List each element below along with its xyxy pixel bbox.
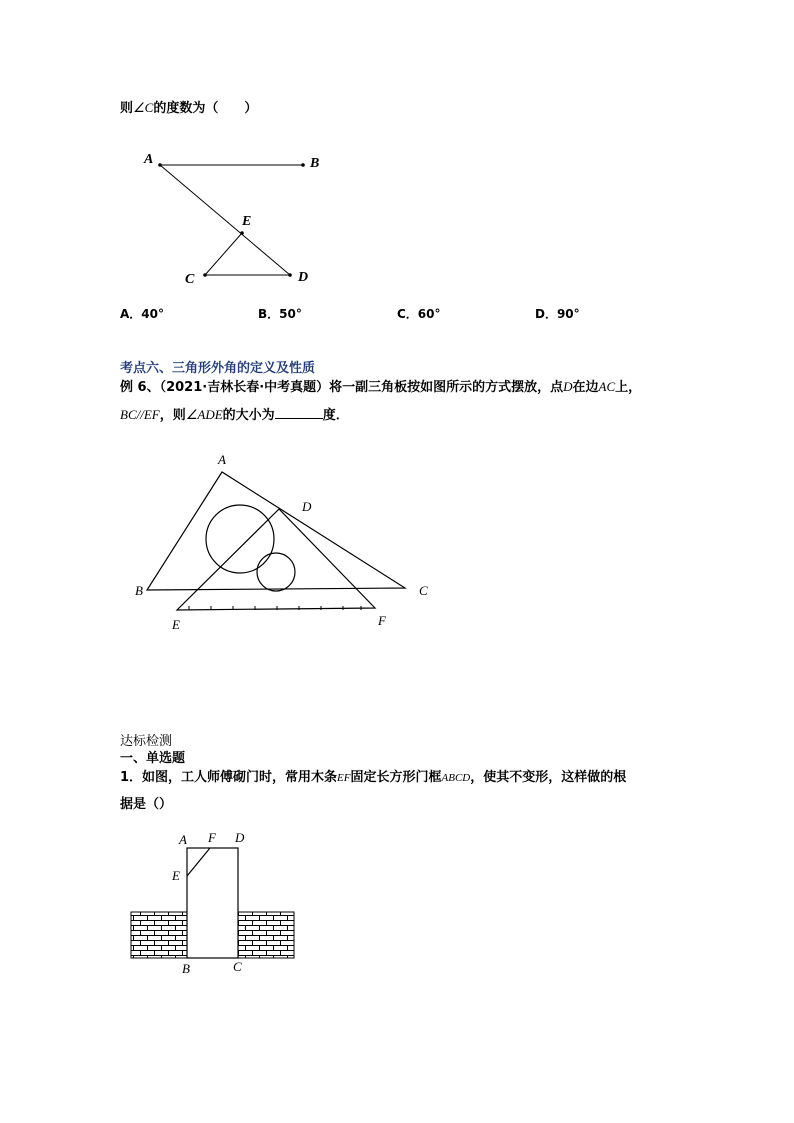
option-a: A．40°	[120, 307, 164, 321]
fig1-label-e: E	[242, 214, 252, 229]
q1-ef: EF	[337, 772, 351, 784]
fig3-label-b: B	[182, 961, 190, 976]
fig1-label-b: B	[310, 156, 320, 171]
fig3-label-e: E	[172, 868, 180, 883]
fig2-label-b: B	[135, 583, 143, 598]
fig3-label-a: A	[179, 832, 187, 847]
fig1-label-a: A	[144, 152, 154, 167]
q-top-angle: ∠C	[133, 100, 154, 115]
q1-abcd: ABCD	[441, 772, 471, 784]
fig2-label-f: F	[378, 613, 386, 628]
check-title: 达标检测	[120, 734, 173, 749]
fig1-label-d: D	[298, 270, 309, 285]
option-d: D．90°	[535, 307, 580, 321]
section6-example-line1: 例 6、（2021·吉林长春·中考真题）将一副三角板按如图所示的方式摆放，点D在边AC上，	[120, 379, 642, 395]
brick-wall-right	[238, 912, 294, 958]
q-top-suffix: 的度数为（ ）	[153, 101, 258, 116]
parallel-bc-ef: BC//EF	[120, 407, 160, 422]
point-d: D	[563, 379, 573, 394]
fig2-label-c: C	[419, 583, 428, 598]
fig3-label-f: F	[208, 830, 216, 845]
option-b: B．50°	[258, 307, 302, 321]
question-1-line2: 据是（）	[120, 797, 173, 812]
option-c: C．60°	[397, 307, 441, 321]
fig3-label-c: C	[233, 959, 242, 974]
question-1-line1: 1．如图，工人师傅砌门时，常用木条EF固定长方形门框ABCD，使其不变形，这样做的根	[120, 770, 627, 785]
section6-example-line2: BC//EF，则∠ADE的大小为 度．	[120, 407, 349, 423]
check-subtitle: 一、单选题	[120, 751, 186, 766]
door-frame-abcd	[187, 848, 238, 958]
fig2-label-a: A	[218, 452, 226, 467]
angle-ade: ∠ADE	[185, 407, 223, 422]
brick-wall-left	[131, 912, 187, 958]
fig2-label-e: E	[172, 617, 180, 632]
fig2-label-d: D	[302, 499, 312, 514]
q-top-prefix: 则	[120, 101, 134, 116]
fig3-label-d: D	[235, 830, 245, 845]
fig1-label-c: C	[185, 272, 195, 287]
section6-title: 考点六、三角形外角的定义及性质	[120, 361, 316, 376]
side-ac: AC	[598, 379, 616, 394]
